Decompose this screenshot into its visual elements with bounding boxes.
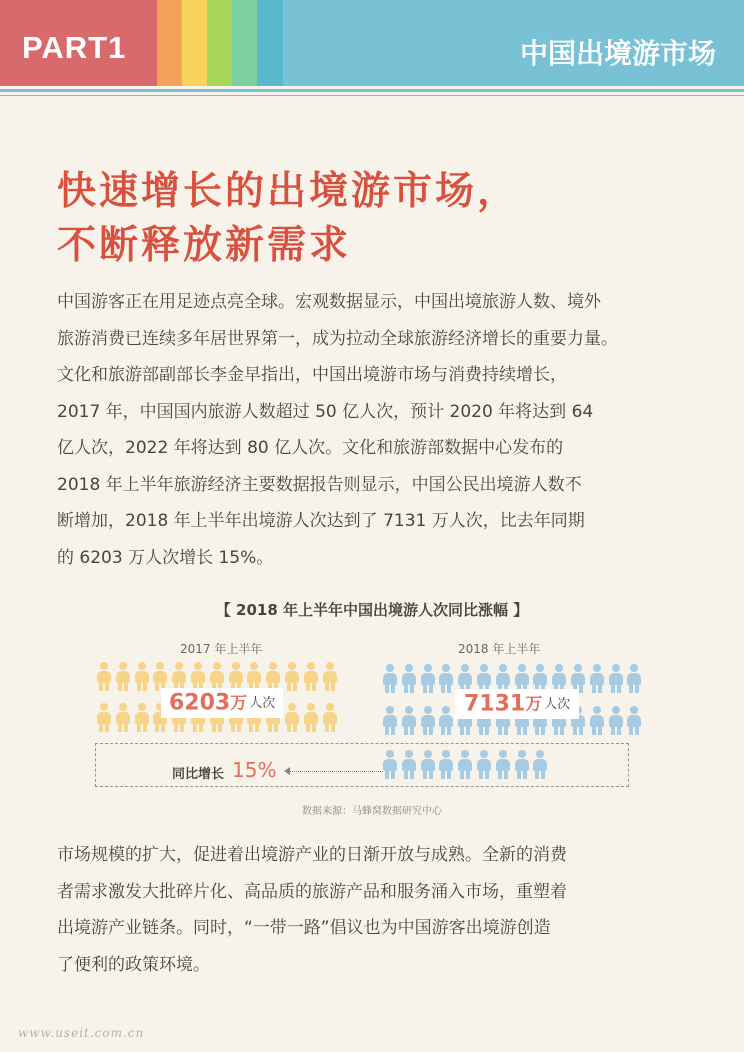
growth-value: 15%: [232, 758, 277, 782]
color-stripe: [207, 0, 232, 86]
unit-renci: 人次: [544, 696, 571, 712]
closing-paragraph: [57, 837, 697, 983]
person-icon: [438, 706, 454, 735]
unit-wan: 万: [230, 693, 248, 714]
person-icon: [532, 750, 548, 779]
color-stripe: [257, 0, 283, 86]
person-icon: [589, 664, 605, 693]
person-icon: [246, 662, 262, 691]
person-icon: [284, 662, 300, 691]
text-line: 亿人次，2022 年将达到 80 亿人次。文化和旅游部数据中心发布的: [57, 438, 564, 458]
color-stripe: [157, 0, 182, 86]
person-icon: [171, 662, 187, 691]
text-line: 2017 年，中国国内旅游人数超过 50 亿人次，预计 2020 年将达到 64: [57, 401, 594, 422]
person-icon: [626, 664, 642, 693]
growth-label: 同比增长: [172, 767, 225, 782]
page-title-line1: 快速增长的出境游市场，: [57, 169, 520, 214]
watermark: www.useit.com.cn: [18, 1026, 145, 1040]
person-icon: [608, 664, 624, 693]
person-icon: [228, 662, 244, 691]
person-icon: [382, 706, 398, 735]
people-grid-growth: [382, 750, 548, 779]
color-stripe: [232, 0, 257, 86]
person-icon: [322, 703, 338, 732]
color-stripe: [182, 0, 207, 86]
person-icon: [401, 750, 417, 779]
person-icon: [96, 662, 112, 691]
text-line: 中国游客正在用足迹点亮全球。宏观数据显示，中国出境旅游人数、境外: [57, 292, 601, 312]
person-icon: [265, 662, 281, 691]
person-icon: [420, 664, 436, 693]
dotted-connector: [288, 771, 383, 772]
person-icon: [284, 703, 300, 732]
person-icon: [134, 662, 150, 691]
infographic-title: 【 2018 年上半年中国出境游人次同比涨幅 】: [215, 601, 529, 619]
person-icon: [134, 703, 150, 732]
person-icon: [209, 662, 225, 691]
intro-paragraph: [57, 284, 697, 576]
text-line: 断增加，2018 年上半年出境游人次达到了 7131 万人次，比去年同期: [57, 511, 585, 531]
unit-renci: 人次: [249, 695, 276, 711]
person-icon: [382, 664, 398, 693]
person-icon: [476, 750, 492, 779]
person-icon: [115, 662, 131, 691]
person-icon: [152, 662, 168, 691]
data-source: 数据来源：马蜂窝数据研究中心: [302, 806, 442, 817]
person-icon: [626, 706, 642, 735]
person-icon: [420, 706, 436, 735]
person-icon: [303, 703, 319, 732]
text-line: 2018 年上半年旅游经济主要数据报告则显示，中国公民出境游人数不: [57, 474, 582, 495]
person-icon: [190, 662, 206, 691]
person-icon: [303, 662, 319, 691]
person-icon: [514, 750, 530, 779]
text-line: 市场规模的扩大，促进着出境游产业的日渐开放与成熟。全新的消费: [57, 845, 567, 865]
person-icon: [96, 703, 112, 732]
page-header: [0, 0, 744, 86]
text-line: 出境游产业链条。同时，“一带一路”倡议也为中国游客出境游创造: [57, 918, 551, 938]
section-band: [283, 0, 744, 86]
person-icon: [382, 750, 398, 779]
person-icon: [322, 662, 338, 691]
person-icon: [438, 750, 454, 779]
person-icon: [401, 706, 417, 735]
part-label: PART1: [22, 30, 127, 65]
text-line: 了便利的政策环境。: [57, 954, 210, 975]
text-line: 的 6203 万人次增长 15%。: [57, 547, 274, 568]
header-rule-thin: [0, 95, 744, 96]
unit-wan: 万: [525, 694, 543, 715]
text-line: 文化和旅游部副部长李金早指出，中国出境游市场与消费持续增长，: [57, 365, 567, 385]
person-icon: [589, 706, 605, 735]
person-icon: [457, 750, 473, 779]
left-period-label: 2017 年上半年: [180, 642, 263, 656]
person-icon: [401, 664, 417, 693]
right-number: 7131: [464, 691, 526, 717]
person-icon: [438, 664, 454, 693]
left-number: 6203: [169, 690, 231, 716]
text-line: 者需求激发大批碎片化、高品质的旅游产品和服务涌入市场，重塑着: [57, 881, 567, 902]
part-badge: [0, 0, 157, 86]
person-icon: [420, 750, 436, 779]
person-icon: [495, 750, 511, 779]
section-title: 中国出境游市场: [519, 37, 716, 70]
header-rule: [0, 89, 744, 92]
person-icon: [115, 703, 131, 732]
page-title-line2: 不断释放新需求: [57, 223, 352, 268]
left-number-box: [161, 688, 283, 718]
right-number-box: [455, 689, 579, 719]
person-icon: [608, 706, 624, 735]
right-period-label: 2018 年上半年: [458, 642, 541, 656]
text-line: 旅游消费已连续多年居世界第一，成为拉动全球旅游经济增长的重要力量。: [57, 328, 618, 349]
